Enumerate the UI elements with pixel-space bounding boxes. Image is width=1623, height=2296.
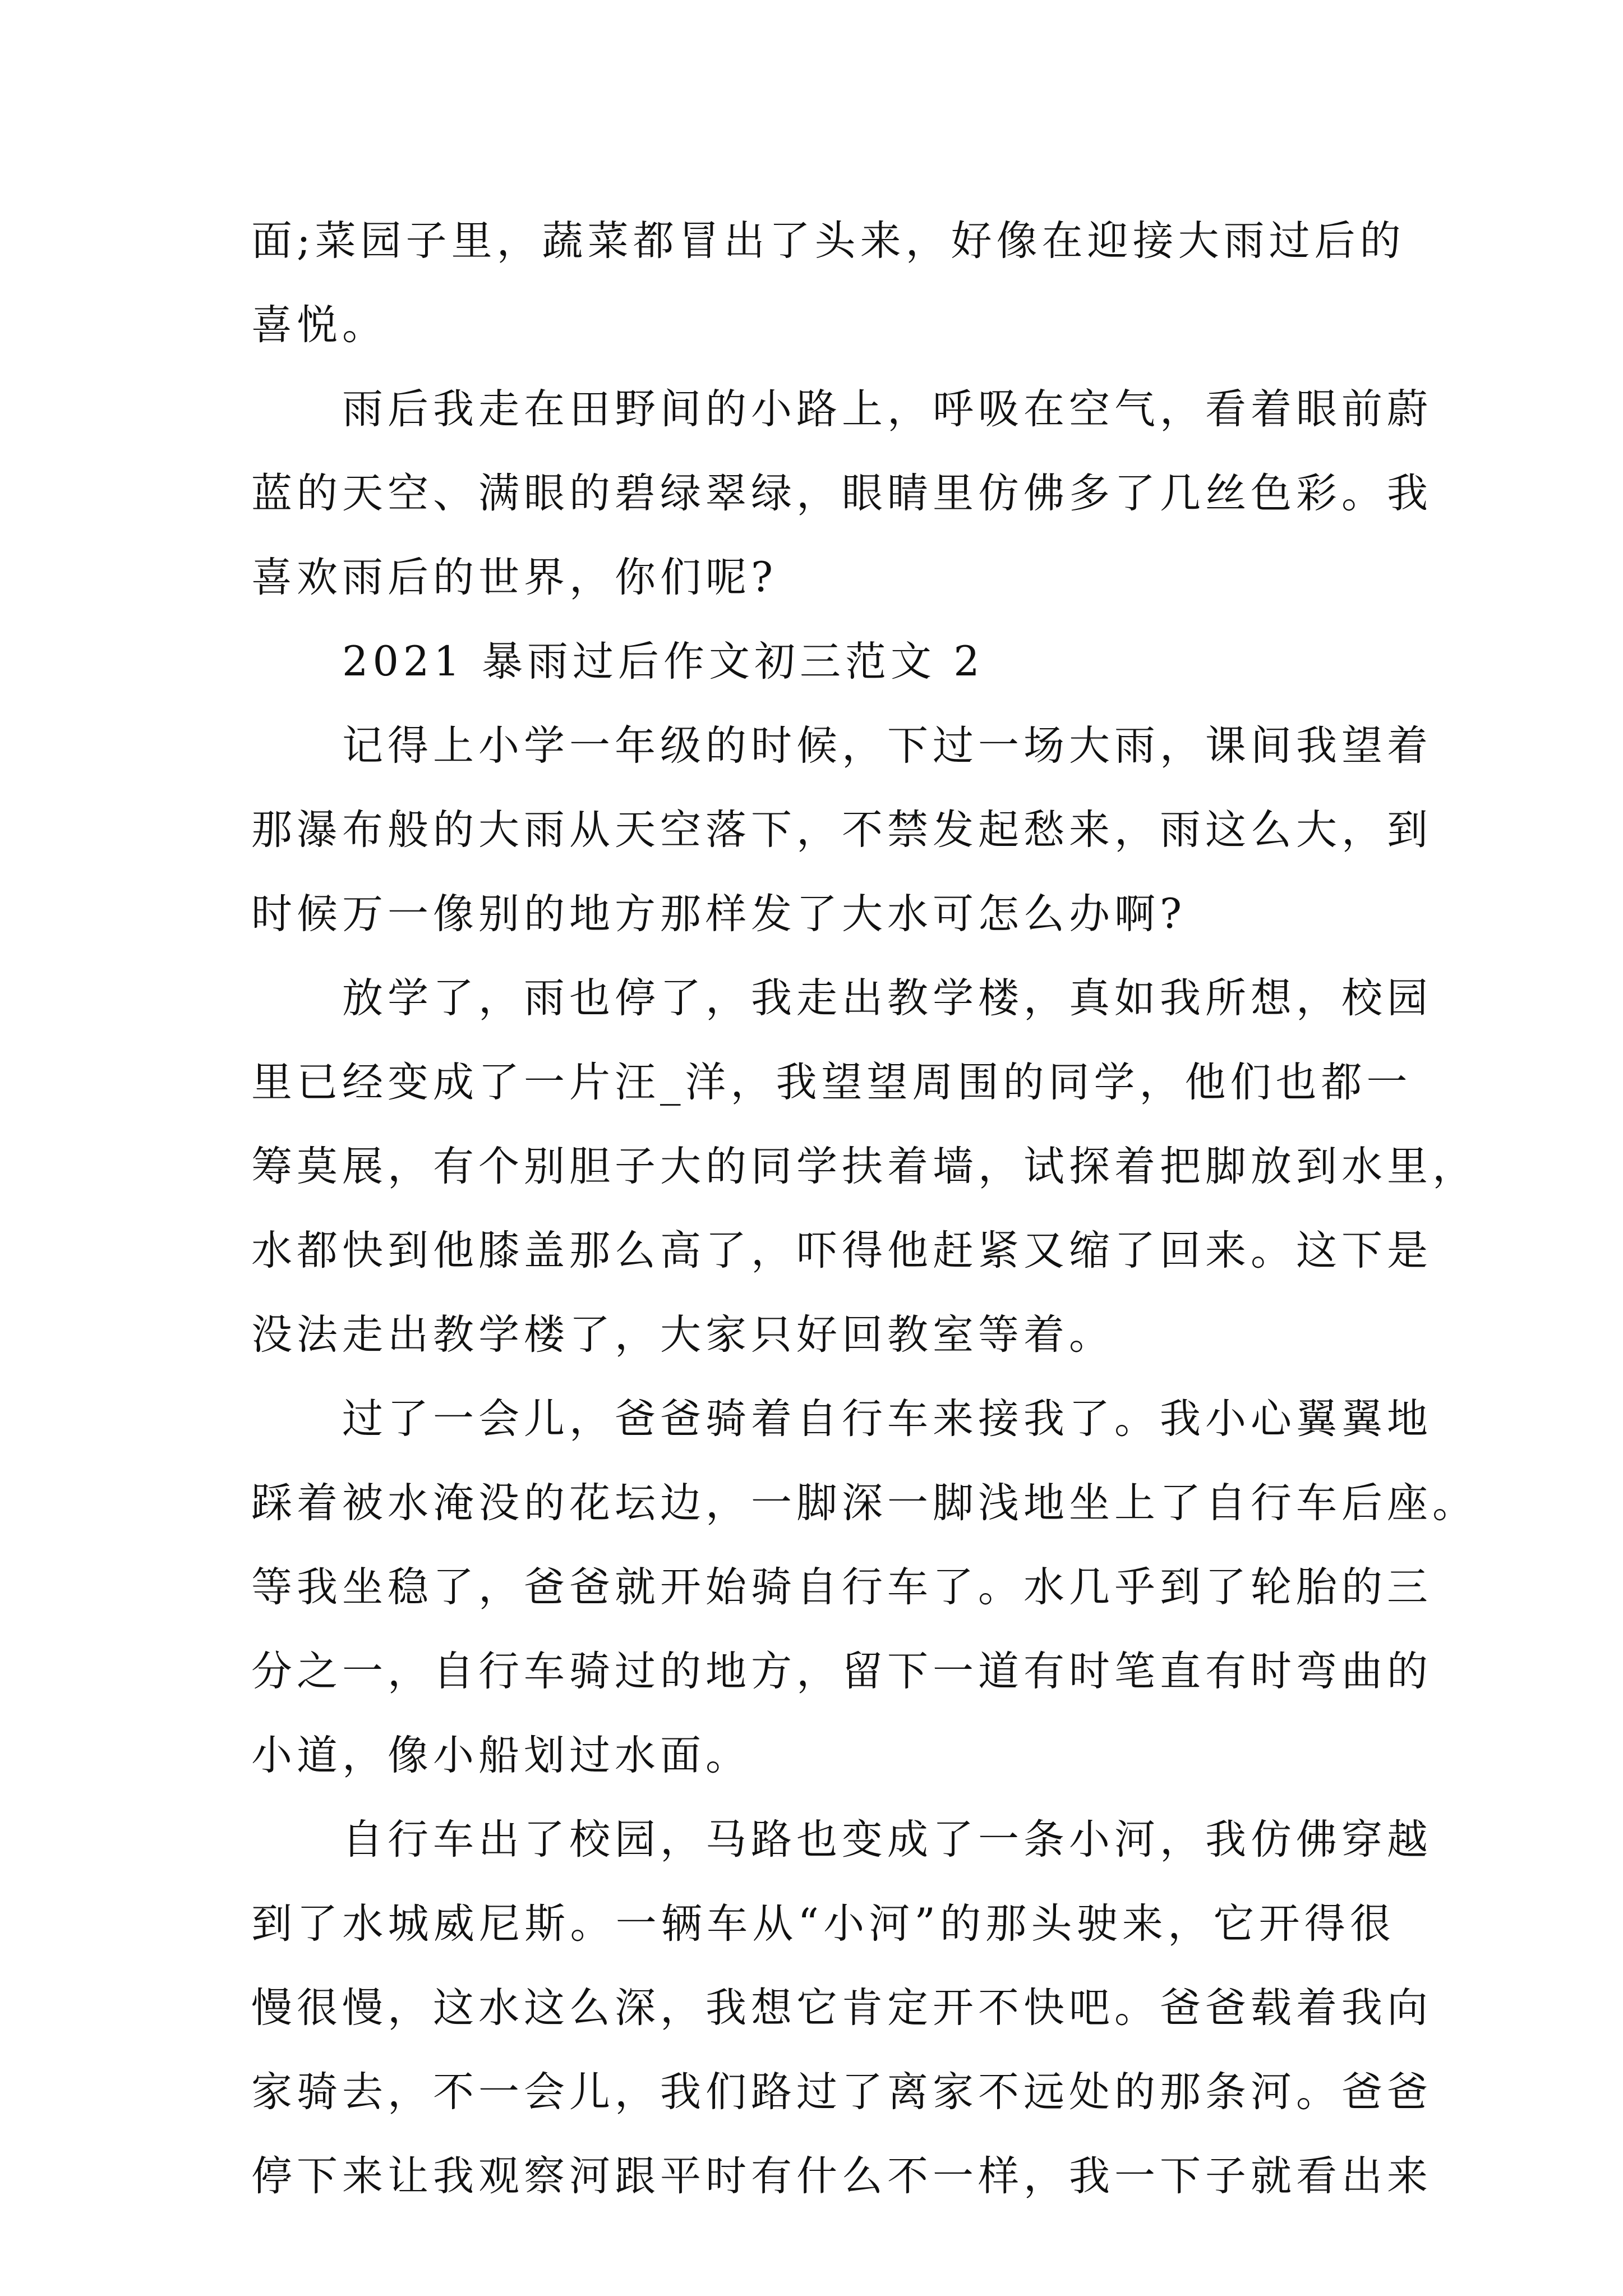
text-line: 时候万一像别的地方那样发了大水可怎么办啊? [251,890,1187,938]
text-line: 慢很慢，这水这么深，我想它肯定开不快吧。爸爸载着我向 [251,1984,1432,2032]
essay-heading: 2021 暴雨过后作文初三范文 2 [342,638,984,685]
text-line: 那瀑布般的大雨从天空落下，不禁发起愁来，雨这么大，到 [251,806,1432,854]
text-line: 家骑去，不一会儿，我们路过了离家不远处的那条河。爸爸 [251,2068,1432,2116]
text-line: 踩着被水淹没的花坛边，一脚深一脚浅地坐上了自行车后座。 [251,1479,1478,1527]
text-line: 过了一会儿，爸爸骑着自行车来接我了。我小心翼翼地 [342,1395,1432,1443]
text-line: 里已经变成了一片汪_洋，我望望周围的同学，他们也都一 [251,1059,1412,1106]
text-line: 蓝的天空、满眼的碧绿翠绿，眼睛里仿佛多了几丝色彩。我 [251,470,1432,517]
text-line: 放学了，雨也停了，我走出教学楼，真如我所想，校园 [342,974,1432,1022]
text-line: 喜悦。 [251,301,388,349]
essay-text [251,199,1478,2219]
text-line: 等我坐稳了，爸爸就开始骑自行车了。水几乎到了轮胎的三 [251,1563,1432,1611]
text-line: 分之一，自行车骑过的地方，留下一道有时笔直有时弯曲的 [251,1648,1432,1695]
text-line: 面;菜园子里，蔬菜都冒出了头来，好像在迎接大雨过后的 [251,217,1405,265]
text-line: 水都快到他膝盖那么高了，吓得他赶紧又缩了回来。这下是 [251,1227,1432,1274]
text-line: 雨后我走在田野间的小路上，呼吸在空气，看着眼前蔚 [342,385,1432,433]
text-line: 喜欢雨后的世界，你们呢? [251,554,778,601]
text-line: 筹莫展，有个别胆子大的同学扶着墙，试探着把脚放到水里， [251,1143,1478,1190]
text-line: 记得上小学一年级的时候，下过一场大雨，课间我望着 [342,722,1432,770]
text-line: 自行车出了校园，马路也变成了一条小河，我仿佛穿越 [342,1816,1432,1864]
text-line: 停下来让我观察河跟平时有什么不一样，我一下子就看出来 [251,2152,1432,2200]
text-line: 小道，像小船划过水面。 [251,1732,751,1779]
text-line: 到了水城威尼斯。一辆车从“小河”的那头驶来，它开得很 [251,1900,1395,1948]
text-line: 没法走出教学楼了，大家只好回教室等着。 [251,1311,1114,1359]
